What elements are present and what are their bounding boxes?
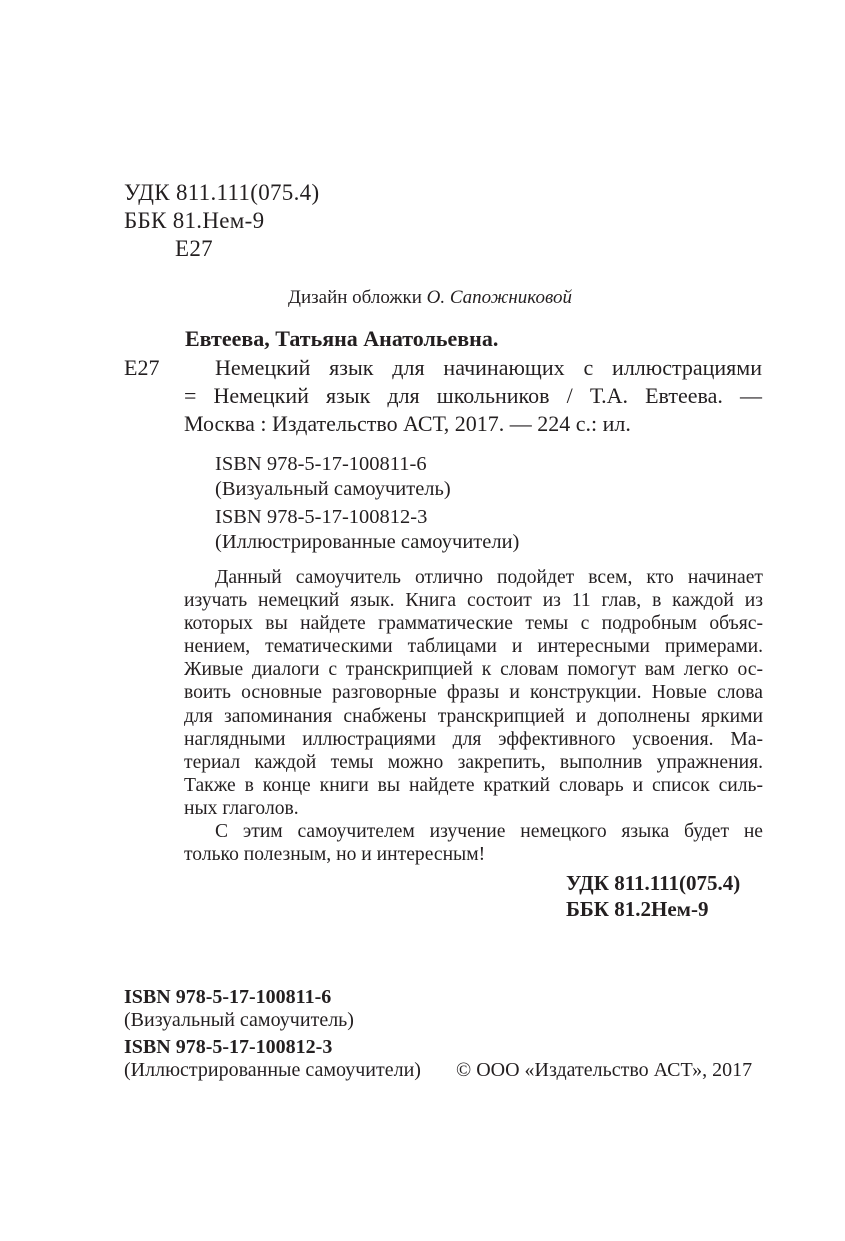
annotation-line: Данный самоучитель отлично подойдет всем, кто начинает bbox=[215, 567, 763, 588]
header-udk: УДК 811.111(075.4) bbox=[124, 180, 320, 205]
annotation-line: только полезным, но и интересным! bbox=[184, 844, 486, 866]
annotation-line: териал каждой темы можно закрепить, выполнив упражнения. bbox=[184, 751, 763, 773]
annotation-line: нением, тематическими таблицами и интересными примерами. bbox=[184, 636, 763, 658]
annotation-paragraph-2 bbox=[184, 820, 763, 866]
cover-designer-name: О. Сапожниковой bbox=[426, 287, 572, 308]
annotation-line: Живые диалоги с транскрипцией к словам помогут вам легко ос- bbox=[184, 659, 763, 681]
annotation-line: Также в конце книги вы найдете краткий словарь и список силь- bbox=[184, 774, 763, 796]
cover-design-credit bbox=[288, 285, 572, 311]
footer-isbn-2: ISBN 978-5-17-100812-3 bbox=[124, 1036, 333, 1058]
entry-series-2: (Иллюстрированные самоучители) bbox=[215, 531, 520, 553]
footer-copyright: © ООО «Издательство АСТ», 2017 bbox=[456, 1059, 753, 1081]
entry-isbn-1: ISBN 978-5-17-100811-6 bbox=[215, 453, 427, 475]
header-bbk: ББК 81.Нем-9 bbox=[124, 208, 265, 233]
entry-code: Е27 bbox=[124, 355, 160, 380]
entry-isbn-2: ISBN 978-5-17-100812-3 bbox=[215, 506, 428, 528]
footer-series-1: (Визуальный самоучитель) bbox=[124, 1009, 354, 1031]
annotation-line: для запоминания снабжены транскрипцией и дополнены яркими bbox=[184, 705, 763, 727]
cover-design-label: Дизайн обложки bbox=[288, 287, 422, 308]
footer-series-2: (Иллюстрированные самоучители) bbox=[124, 1059, 421, 1081]
author-name: Евтеева, Татьяна Анатольевна. bbox=[185, 326, 499, 351]
classification-bbk: ББК 81.2Нем-9 bbox=[566, 897, 709, 921]
entry-series-1: (Визуальный самоучитель) bbox=[215, 478, 451, 500]
header-code: Е27 bbox=[175, 236, 213, 261]
annotation-line: воить основные разговорные фразы и конструкции. Новые слова bbox=[184, 682, 763, 704]
footer-isbn-1: ISBN 978-5-17-100811-6 bbox=[124, 986, 332, 1008]
annotation-line: ных глаголов. bbox=[184, 797, 299, 819]
classification-udk: УДК 811.111(075.4) bbox=[566, 871, 741, 895]
annotation-line: которых вы найдете грамматические темы с подробным объяс- bbox=[184, 613, 763, 635]
annotation-paragraph-1 bbox=[184, 566, 763, 820]
title-line-2: = Немецкий язык для школьников / Т.А. Евтеева. — bbox=[184, 383, 762, 408]
title-line-1: Немецкий язык для начинающих с иллюстрациями bbox=[215, 355, 762, 380]
annotation-line: изучать немецкий язык. Книга состоит из 11 глав, в каждой из bbox=[184, 590, 763, 612]
annotation-line: С этим самоучителем изучение немецкого языка будет не bbox=[215, 821, 763, 842]
annotation-line: наглядными иллюстрациями для эффективного усвоения. Ма- bbox=[184, 728, 763, 750]
title-line-3: Москва : Издательство АСТ, 2017. — 224 с.: ил. bbox=[184, 411, 631, 436]
